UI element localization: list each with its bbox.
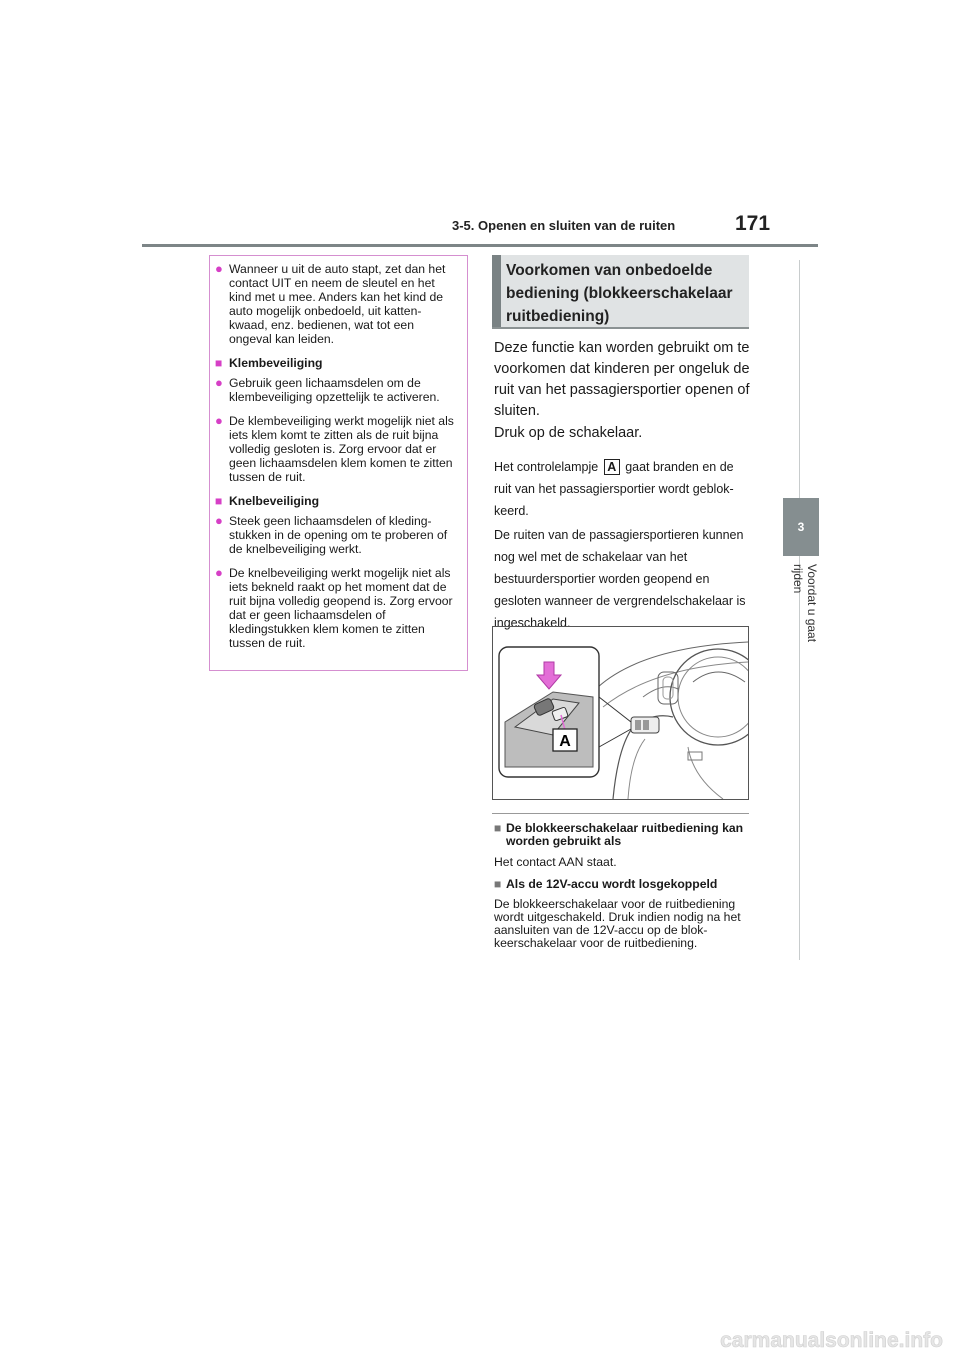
caution-bullet [215, 514, 457, 556]
note-block-1 [494, 822, 750, 869]
section-title: 3-5. Openen en sluiten van de ruiten [452, 218, 676, 233]
square-bullet-icon: ■ [494, 877, 502, 891]
bullet-dot-icon: ● [215, 413, 223, 428]
square-bullet-icon: ■ [215, 494, 223, 508]
watermark-svg [0, 1325, 960, 1355]
section-instruction: Druk op de schakelaar. [494, 425, 643, 441]
note-block-2 [494, 878, 750, 950]
watermark [0, 1325, 960, 1355]
caution-text: Steek geen lichaamsdelen of kleding-stukken in de opening om te proberen of de knelbeveiliging werkt. [229, 514, 448, 556]
illustration-svg [493, 627, 748, 799]
caution-bullet [215, 376, 457, 404]
caution-bullet [215, 566, 457, 650]
caution-bullet [215, 262, 457, 346]
bullet-dot-icon: ● [215, 565, 223, 580]
section-heading-bar [492, 255, 501, 327]
lamp-text-before: Het controlelampje [494, 460, 599, 474]
note-heading [494, 878, 750, 891]
lamp-text-after: gaat branden en de ruit van het passagiersportier wordt geblok-keerd. [494, 460, 734, 518]
note-heading-text: De blokkeerschakelaar ruitbediening kan worden gebruikt als [506, 821, 744, 848]
note-heading [494, 822, 750, 848]
section-heading: Voorkomen van onbedoelde bediening (blokkeerschakelaar ruitbediening) [506, 262, 733, 325]
caution-heading-knel [215, 494, 457, 508]
page-header [0, 0, 960, 250]
note-heading-text: Als de 12V-accu wordt losgekoppeld [506, 877, 718, 891]
caution-text: De knelbeveiliging werkt mogelijk niet als iets bekneld raakt op het moment dat de ruit bijna volledig geopend is. Zorg ervoor dat er geen lichaamsdelen of kledingstukken klem komen te zitten tussen de ruit. [229, 566, 453, 650]
heading-text: Knelbeveiliging [229, 494, 320, 508]
bullet-dot-icon: ● [215, 513, 223, 528]
chapter-tab[interactable]: 3 [783, 498, 819, 556]
caution-text: Gebruik geen lichaamsdelen om de klembeveiliging opzettelijk te activeren. [229, 376, 440, 404]
caution-box [209, 255, 468, 671]
chapter-title [783, 564, 819, 674]
chapter-title-text: Voordat u gaat rijden [791, 564, 819, 643]
caution-bullet [215, 414, 457, 484]
caution-text: De klembeveiliging werkt mogelijk niet als iets klem komt te zitten als de ruit bijna volledig gesloten is. Zorg ervoor dat er geen lichaamsdelen klem komen te zitten tussen de ruit. [229, 414, 454, 484]
bullet-dot-icon: ● [215, 261, 223, 276]
section-heading-box [492, 255, 749, 329]
lamp-description [494, 456, 752, 522]
page-number: 171 [735, 212, 771, 235]
label-a-badge: A [604, 459, 620, 475]
watermark-text: carmanualsonline.info [720, 1329, 943, 1352]
header-divider [142, 244, 818, 247]
section-intro: Deze functie kan worden gebruikt om te voorkomen dat kinderen per ongeluk de ruit van het passagiersportier openen of sluiten. [494, 340, 750, 419]
note-text: De blokkeerschakelaar voor de ruitbediening wordt uitgeschakeld. Druk indien nodig na het aansluiten van de 12V-accu op de blok-keerschakelaar voor de ruitbediening. [494, 897, 741, 950]
square-bullet-icon: ■ [215, 356, 223, 370]
callout-a-label: A [559, 733, 571, 750]
square-bullet-icon: ■ [494, 821, 502, 835]
section-note: De ruiten van de passagiersportieren kunnen nog wel met de schakelaar van het bestuurdersportier worden geopend en gesloten wanneer de vergrendelschakelaar is ingeschakeld. [494, 528, 746, 630]
heading-text: Klembeveiliging [229, 356, 323, 370]
caution-heading-klem [215, 356, 457, 370]
caution-text: Wanneer u uit de auto stapt, zet dan het contact UIT en neem de sleutel en het kind met u mee. Anders kan het kind de auto mogelijk onbedoeld, uit katten-kwaad, enz. bedienen, wat tot een ongeval kan leiden. [229, 262, 446, 346]
notes-divider [492, 813, 749, 814]
bullet-dot-icon: ● [215, 375, 223, 390]
note-text: Het contact AAN staat. [494, 855, 617, 869]
window-lock-switch-illustration [492, 626, 749, 800]
